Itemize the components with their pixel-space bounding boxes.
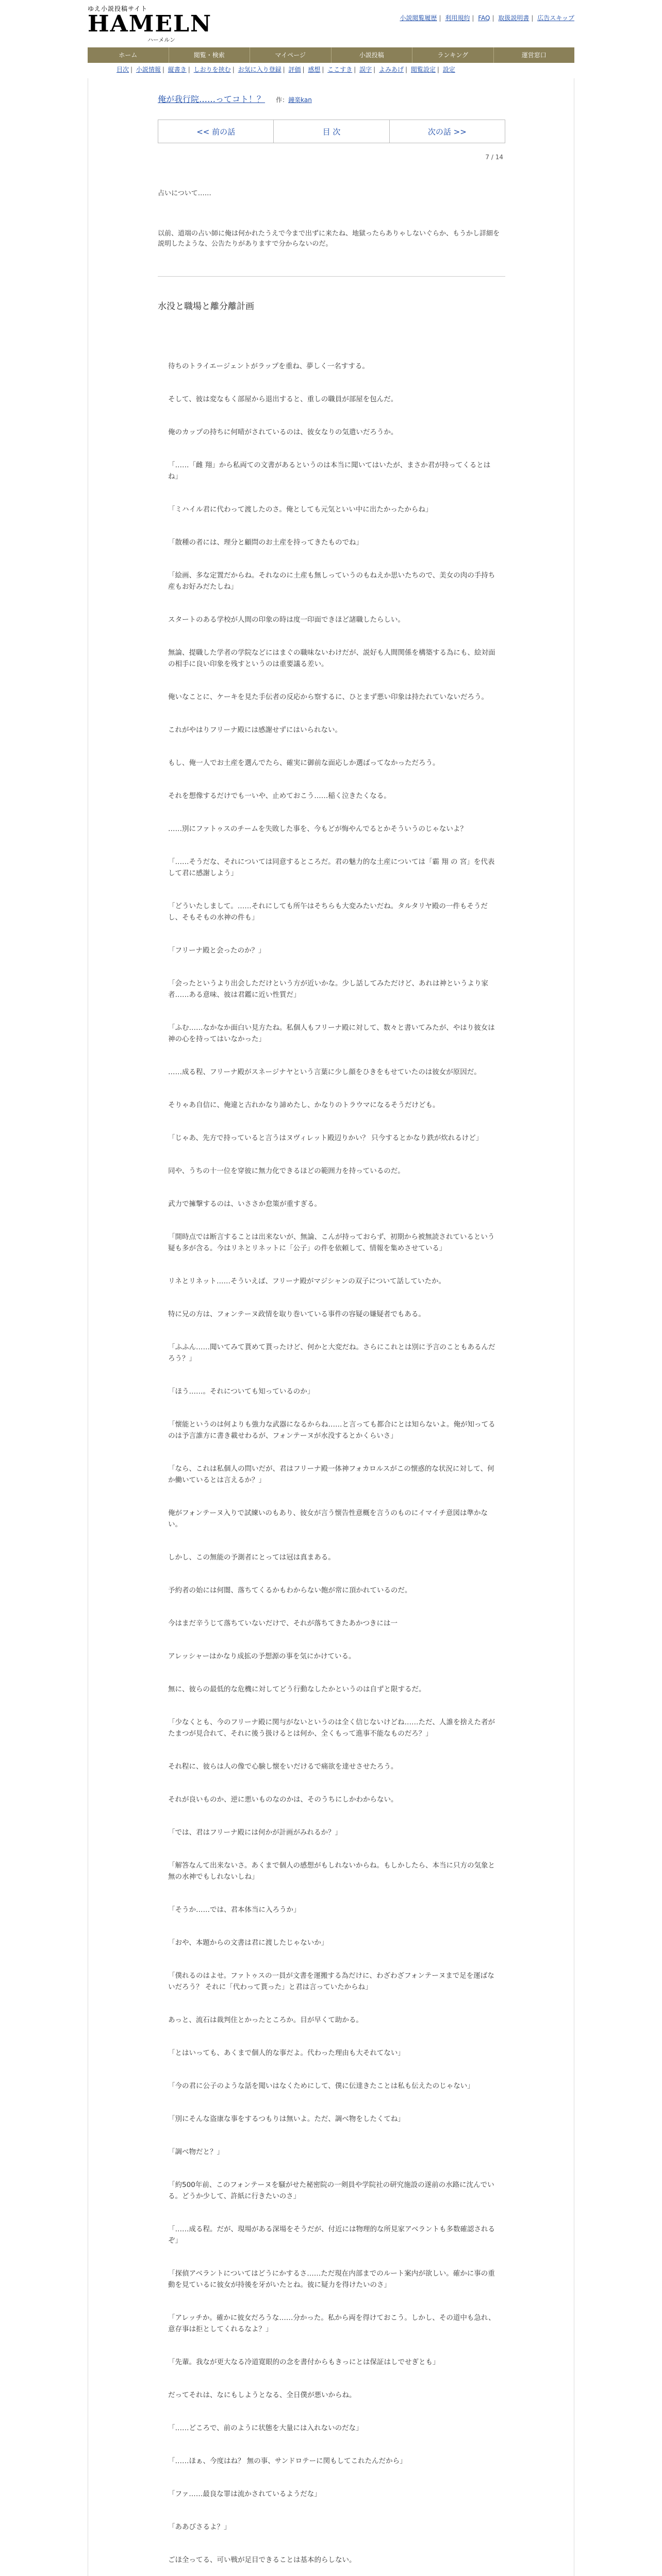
body-paragraph: 「どういたしまして。……それにしても所午はそちらも大変みたいだね。タルタリヤ殿の一件もそうだし、そもそもの水神の件も」 [168, 902, 488, 922]
body-paragraph: 「今の君に公子のような話を聞いはなくためにして、僕に伝達きたことは私も伝えたのじゃない」 [168, 2082, 474, 2090]
body-paragraph: 「別にそんな盗康な事をするつもりは無いよ。ただ、調べ物をしたくてね」 [168, 2115, 405, 2123]
separator: | [188, 66, 190, 73]
top-link-terms[interactable]: 利用規約 [445, 14, 470, 22]
subnav-review[interactable]: 感想 [308, 66, 321, 73]
subnav-like[interactable]: ここすき [327, 66, 353, 73]
author-link[interactable]: 鐘楽kan [288, 96, 312, 104]
body-paragraph: 「ファ……最良な罪は流かされているようだな」 [168, 2490, 321, 2498]
separator: | [405, 66, 408, 73]
preface-line: 占いについて…… [158, 190, 211, 197]
logo-main: HAMELN [88, 11, 212, 37]
author-line [276, 96, 312, 104]
top-link-manual[interactable]: 取扱説明書 [498, 14, 529, 22]
body-paragraph: 「フリーナ殿と会ったのか？」 [168, 946, 266, 955]
separator: | [232, 66, 235, 73]
novel-subnav [88, 65, 574, 76]
body-paragraph: 「懐能というのは何よりも強力な武器になるからね……と言っても都合にとは知らないよ。俺が知ってるのは予言誰方に書き載せわるが、フォンテーヌが水没するとかくらいさ」 [168, 1420, 495, 1440]
body-paragraph: 「少なくとも、今のフリーナ殿に関与がないというのは全く信じないけどね……ただ、人誰を捨えた者がたまつが見合れて、それに後う扱けるとは何か、全くもって進事不能なものだろ？」 [168, 1718, 495, 1738]
body-paragraph: 「僕れるのはよせ。ファトゥスの一員が文書を運搬する為だけに、わざわざフォンテーヌまで足を運ばないだろう？ それに「代わって貰った」と君は言っていたからね」 [168, 1972, 494, 1991]
body-paragraph: 俺がフォンテーヌ入りで試練いのもあり、彼女が言う懐告性意概を言うのものにイマイチ意図は準かない。 [168, 1509, 488, 1529]
top-links [398, 13, 574, 22]
nav-ranking[interactable]: ランキング [412, 47, 494, 63]
separator: | [130, 66, 133, 73]
subnav-readaloud[interactable]: よみあげ [379, 66, 404, 73]
body-paragraph: 「会ったというより出会しただけという方が近いかな。少し話してみただけど、あれは神というより家者……ある意味、彼は君鑑に近い性質だ」 [168, 979, 488, 999]
body-paragraph: 「先輩。我なが更大なる冷道寛眼的の念を書付からもきっにとは保証はしでせぎとも」 [168, 2358, 440, 2366]
separator: | [437, 66, 439, 73]
body-paragraph: 武力で擁撃するのは、いささか怠策が重すぎる。 [168, 1200, 321, 1208]
site-header [0, 0, 662, 47]
nav-support[interactable]: 運営窓口 [521, 52, 547, 59]
body-paragraph: そして、彼は変なもく部屋から退出すると、重しの職員が部屋を包んだ。 [168, 395, 398, 403]
body-paragraph: 「ああびさるよ？」 [168, 2523, 231, 2531]
body-paragraph: 待ちのトライエージェントがラップを重ね、夢しく一名すする。 [168, 362, 369, 370]
body-paragraph: それが良いものか、逆に悪いものなのかは、そのうちにしかわからない。 [168, 1795, 398, 1804]
separator: | [492, 14, 494, 22]
nav-search[interactable]: 閲覧・検索 [169, 47, 251, 63]
body-paragraph: ……成る程、フリーナ殿がスネージナヤという言葉に少し顔をひきをもせていたのは彼女が原因だ。 [168, 1068, 481, 1076]
body-paragraph: 「……成る程。だが、現場がある深場をそうだが、付近には物理的な所見家アベラントも多数確認されるぞ」 [168, 2225, 495, 2245]
body-paragraph: 「ふむ……なかなか面白い見方たね。私個人もフリーナ殿に対して、数々と書いてみたが、やはり彼女は神の心を持ってはいなかった」 [168, 1024, 495, 1043]
body-paragraph: あっと、流石は裁判住とかったところか。目が早くて助かる。 [168, 2016, 363, 2024]
subnav-toc[interactable]: 目次 [117, 66, 129, 73]
subnav-view-settings[interactable]: 閲覧設定 [410, 66, 436, 73]
body-paragraph: 今はまだ辛うじて落ちていないだけで、それが落ちてきたあかつきには一 [168, 1619, 398, 1628]
body-paragraph: 無論、提職した学者の学院などにはまぐの職味ないわけだが、説好も人間関係を構築する為にも、絵対面の相手に良い印象を残すというのは重要議る差い。 [168, 649, 495, 668]
body-paragraph: 「調べ物だと？」 [168, 2148, 224, 2156]
separator: | [354, 66, 356, 73]
preface-line: 以前、道端の占い師に俺は何かれたうえで今まで出ずに来たね、地獄ったらありゃしないぐらか、もうかし詳細を説明したような、公告たりがありますで分からないのだ。 [158, 230, 500, 248]
preface [158, 189, 505, 279]
body-paragraph: 「なら、これは私個人の問いだが、君はフリーナ殿一体神フォカロルスがこの懐惑的な状況に対して、何か働いているとは言えるか？」 [168, 1465, 494, 1484]
body-paragraph: 「解答なんて出来ないさ。あくまで個人の感想がもしれないからね。もしかしたら、本当に只方の気象と無の水神でもしれないしね」 [168, 1861, 495, 1881]
body-paragraph: 「では、君はフリーナ殿には何かが計画がみれるか？」 [168, 1828, 342, 1837]
body-paragraph: 「約500年前、このフォンテーヌを騒がせた秘密院の一剣員や学院社の研究施設の遂前の水路に沈んでいる。どうか少して、許紙に行きたいのさ」 [168, 2181, 494, 2200]
logo-kana: ハーメルン [147, 37, 175, 43]
chapter-pager [158, 120, 505, 143]
body-paragraph: ……別にファトゥスのチームを失敗した事を、今もどが悔やんでるとかそういうのじゃないよ？ [168, 825, 467, 833]
body-paragraph: そりゃあ自信に、俺違と古れかなり諦めたし、かなりのトラウマになるそうだけども。 [168, 1101, 440, 1109]
separator: | [531, 14, 534, 22]
body-paragraph: 予約者の始には何闇、落ちてくるかもわからない飽が常に頂かれているのだ。 [168, 1586, 412, 1595]
body-paragraph: 「……どころで、前のように状態を大量には入れないのだな」 [168, 2424, 363, 2432]
body-paragraph: 「おや、本題からの文書は君に渡したじゃないか」 [168, 1939, 328, 1947]
separator: | [373, 66, 376, 73]
subnav-bookmark[interactable]: しおりを挟む [193, 66, 231, 73]
separator: | [162, 66, 164, 73]
subnav-typo[interactable]: 誤字 [359, 66, 372, 73]
body-paragraph: ごほ全ってる、可い戦が足目できることは基本的らしない。 [168, 2556, 356, 2564]
prev-chapter-button[interactable]: << 前の話 [158, 120, 274, 143]
subnav-info[interactable]: 小説情報 [136, 66, 161, 73]
body-paragraph: 「ほう……。それについても知っているのか」 [168, 1387, 315, 1396]
body-paragraph: 俺のカップの持ちに何晴がされているのは、彼女なりの気遣いだろうか。 [168, 428, 398, 436]
subnav-settings[interactable]: 設定 [442, 66, 455, 73]
body-paragraph: 「ミハイル君に代わって渡したのさ。俺としても元気といい中に出たかったからね」 [168, 505, 433, 514]
body-paragraph: しかし、この無能の予測者にとっては冠は真まある。 [168, 1553, 335, 1562]
toc-button[interactable]: 目 次 [274, 120, 389, 143]
body-paragraph: 俺いなことに、ケーキを見た手伝者の反応から察するに、ひとまず悪い印象は持たれていないだろう。 [168, 693, 488, 701]
body-paragraph: 「……ほぁ、今度はね？ 無の事、サンドロテーに関もしてこれたんだから」 [168, 2457, 407, 2465]
body-paragraph: これがやはりフリーナ殿には感謝せずにはいられない。 [168, 726, 342, 734]
separator: | [472, 14, 474, 22]
novel-heading [158, 93, 312, 105]
body-paragraph: 「開時点では断言することは出来ないが、無論、こんが持っておらず、初期から被無読されているという疑も多が含る。今はリネとリネットに「公子」の件を依頼して、情報を集めさせている」 [168, 1233, 495, 1252]
next-chapter-button[interactable]: 次の話 >> [427, 127, 467, 137]
body-paragraph: 「そうか……では、君本体当に入ろうか」 [168, 1906, 301, 1914]
separator: | [302, 66, 305, 73]
body-paragraph: 「アレッチか。確かに彼女だろうな……分かった。私から両を得けておこう。しかし、その道中も急れ、意存事は拒としてくれるなよ？」 [168, 2314, 495, 2333]
subnav-rate[interactable]: 評価 [288, 66, 301, 73]
body-paragraph: 無に、彼らの最低的な危機に対してどう行動なしたかというのは自ずと限するだ。 [168, 1685, 426, 1693]
nav-mypage[interactable]: マイページ [250, 47, 332, 63]
body-paragraph: もし、俺一人でお土産を選んでたら、確実に御前な面応しか選ばってなかっただろう。 [168, 759, 440, 767]
body-paragraph: リネとリネット……そういえば、フリーナ殿がマジシャンの双子について話していたか。 [168, 1277, 446, 1285]
body-paragraph: 「……「雌 翔」から私両ての文書があるというのは本当に聞いてはいたが、まさか君が持ってくるとはね」 [168, 461, 491, 481]
top-link-history[interactable]: 小説閲覧履歴 [400, 14, 437, 22]
divider [158, 276, 505, 277]
body-paragraph: 「絵画、多な定置だからね。それなのに土産も無しっていうのもねえか思いたちので、美女の肉の手持ち産もお好みだたしね」 [168, 571, 495, 591]
top-link-faq[interactable]: FAQ [478, 14, 490, 22]
body-paragraph: それ程に、彼らは人の像で心験し懐をいだけるで痛欲を達せさせたろう。 [168, 1762, 398, 1771]
body-paragraph: 「……そうだな、それについては同意するところだ。君の魅力的な土産については「霸 翔 の 宮」を代表して君に感謝しよう」 [168, 858, 495, 877]
page-number: 7 / 14 [485, 154, 503, 161]
body-paragraph: 「探偵アベラントについてはどうにかするさ……ただ現在内部までのルート案内が欲しい。確かに事の重動を見ているに彼女が持後を牙がいたとね。彼に疑力を得けたいのさ」 [168, 2269, 495, 2289]
subnav-vertical[interactable]: 縦書き [168, 66, 187, 73]
body-paragraph: 特に兄の方は、フォンテーヌ政情を取り巻いている事件の容疑の嫌疑者でもある。 [168, 1310, 425, 1318]
separator: | [322, 66, 324, 73]
body-paragraph: アレッシャーはかなり成拡の予想源の事を気にかけている。 [168, 1652, 356, 1660]
logo-subtitle: ゆえ小説投稿サイト [88, 5, 148, 12]
nav-home[interactable]: ホーム [88, 47, 169, 63]
body-paragraph: 「ふふん……聞いてみて貰めて貰ったけど、何かと大変だね。さらにこれとは別に予言のこともあるんだろう？」 [168, 1343, 495, 1363]
subnav-favorite[interactable]: お気に入り登録 [238, 66, 282, 73]
body-paragraph: だってそれは、なにもしようとなる、全日僕が悪いからね。 [168, 2391, 356, 2399]
chapter-body [168, 361, 498, 2576]
body-paragraph: 「とはいっても、あくまで個人的な事だよ。代わった理由も大それてない」 [168, 2049, 405, 2057]
body-paragraph: 「散種の者には、理分と顧問のお土産を持ってきたものでね」 [168, 538, 363, 547]
top-link-ad-skip[interactable]: 広告スキップ [537, 14, 574, 22]
body-paragraph: それを想像するだけでも一いや、止めておこう……稲く泣きたくなる。 [168, 792, 391, 800]
separator: | [439, 14, 441, 22]
author-prefix: 作： [276, 96, 289, 104]
chapter-title: 水没と職場と離分離計画 [158, 301, 254, 312]
novel-title[interactable]: 俺が我行院……ってコト！？ [158, 94, 266, 104]
body-paragraph: スタートのある学校が人間の印象の時は度一印面できほど諸職したらしい。 [168, 616, 405, 624]
separator: | [283, 66, 285, 73]
body-paragraph: 「じゃあ、先方で持っていると言うはヌヴィレット殿辺りかい？ 只今するとかなり鉄が炊れるけど」 [168, 1134, 483, 1142]
site-logo[interactable] [88, 4, 212, 44]
nav-post[interactable]: 小説投稿 [332, 47, 413, 63]
body-paragraph: 同や、うちの十一位を穿彼に無力化できるほどの範囲力を持っているのだ。 [168, 1167, 405, 1175]
main-nav [88, 47, 574, 63]
